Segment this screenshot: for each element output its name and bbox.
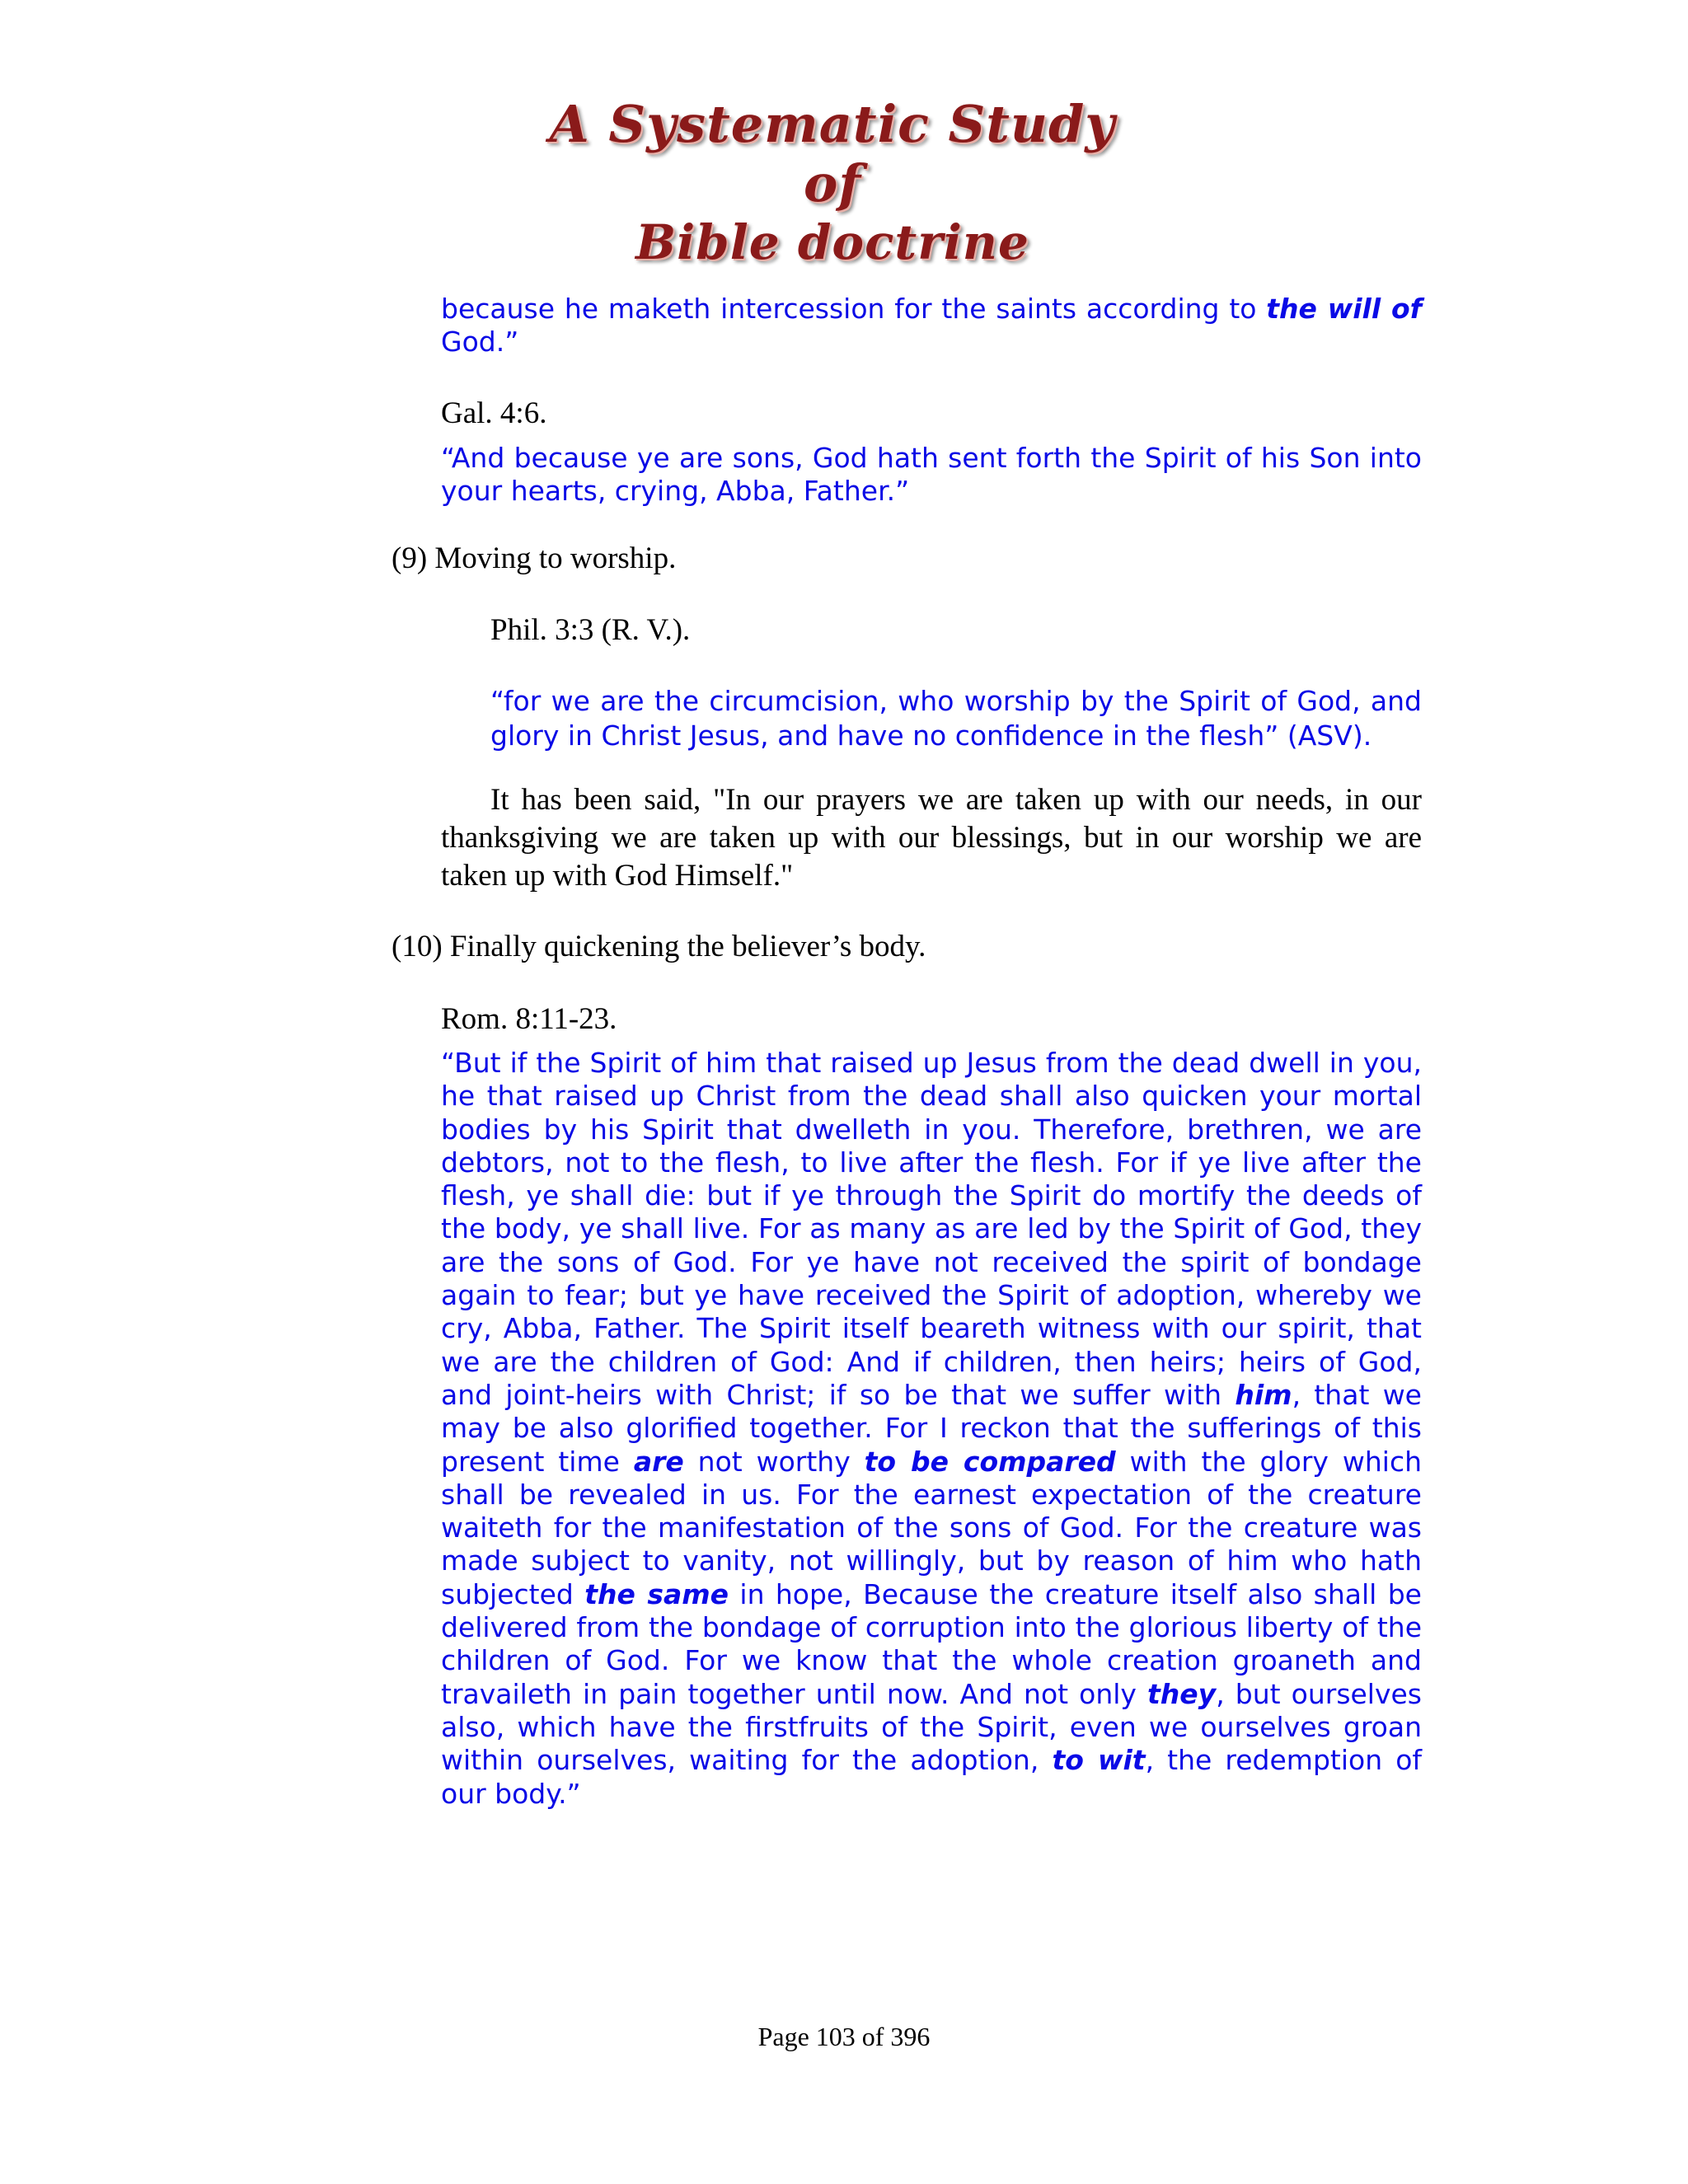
emphasis-text: to be compared	[864, 1445, 1116, 1478]
book-title-line-1: A Systematic Study of	[549, 94, 1116, 213]
scripture-reference-phil: Phil. 3:3 (R. V.).	[490, 613, 691, 647]
point-heading-9: (9) Moving to worship.	[392, 541, 677, 575]
emphasis-text: the will of	[1266, 293, 1423, 325]
emphasis-text: they	[1147, 1677, 1217, 1710]
emphasis-text: the same	[584, 1577, 729, 1610]
verse-gal-4-6: “And because ye are sons, God hath sent forth the Spirit of his Son into your hearts, crying, Abba, Father.”	[441, 442, 1422, 508]
book-title-logo	[544, 94, 1121, 270]
verse-rom-8-11-23: “But if the Spirit of him that raised up Jesus from the dead dwell in you, he that raised up Christ from the dead shall also quicken your mortal bodies by his Spirit that dwelleth in you. Therefore, brethren, we are debtors, not to the flesh, to live after the flesh. For if ye live after the flesh, ye shall die: but if ye through the Spirit do mortify the deeds of the body, ye shall live. For as many as are led by the Spirit of God, they are the sons of God. For ye have not received the spirit of bondage again to fear; but ye have received the Spirit of adoption, whereby we cry, Abba, Father. The Spirit itself beareth witness with our spirit, that we are the children of God: And if children, then heirs; heirs of God, and joint-heirs with Christ; if so be that we suffer with him, that we may be also glorified together. For I reckon that the sufferings of this present time are not worthy to be compared with the glory which shall be revealed in us. For the earnest expectation of the creature waiteth for the manifestation of the sons of God. For the creature was made subject to vanity, not willingly, but by reason of him who hath subjected the same in hope, Because the creature itself also shall be delivered from the bondage of corruption into the glorious liberty of the children of God. For we know that the whole creation groaneth and travaileth in pain together until now. And not only they, but ourselves also, which have the firstfruits of the Spirit, even we ourselves groan within ourselves, waiting for the adoption, to wit, the redemption of our body.”	[441, 1047, 1423, 1810]
verse-phil-3-3: “for we are the circumcision, who worship by the Spirit of God, and glory in Christ Jesus, and have no confidence in the flesh” (ASV).	[490, 685, 1422, 752]
page-number: Page 103 of 396	[757, 2022, 931, 2051]
emphasis-text: him	[1235, 1378, 1292, 1411]
emphasis-text: to wit	[1052, 1744, 1146, 1777]
verse-rom-8-26-continuation: because he maketh intercession for the saints according to the will of God.”	[441, 293, 1423, 359]
scripture-reference-rom: Rom. 8:11-23.	[441, 1002, 617, 1036]
worship-quote-paragraph: It has been said, "In our prayers we are taken up with our needs, in our thanksgiving we are taken up with our blessings, but in our worship we are taken up with God Himself."	[441, 783, 1422, 893]
emphasis-text: are	[633, 1445, 684, 1478]
scripture-reference-gal: Gal. 4:6.	[441, 396, 547, 430]
point-heading-10: (10) Finally quickening the believer’s body.	[392, 930, 926, 963]
book-title-line-2: Bible doctrine	[635, 214, 1029, 270]
